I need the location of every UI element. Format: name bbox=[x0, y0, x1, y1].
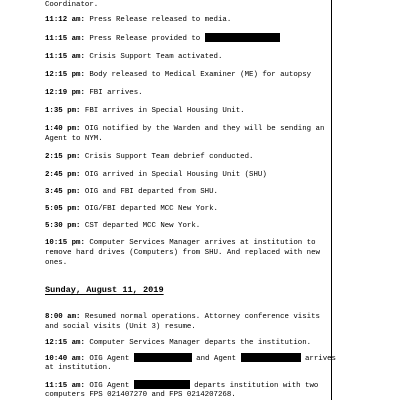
log-entry bbox=[45, 88, 143, 98]
redaction-bar bbox=[134, 380, 190, 389]
entry-time: 2:45 pm: bbox=[45, 171, 81, 179]
entry-text: Crisis Support Team activated. bbox=[84, 53, 223, 61]
entry-time: 5:05 pm: bbox=[45, 205, 81, 213]
log-entry-continuation: Agent to NYM. bbox=[45, 135, 103, 143]
entry-time: 11:15 am: bbox=[45, 382, 85, 390]
entry-text: OIG/FBI departed MCC New York. bbox=[80, 205, 218, 213]
entry-time: 1:35 pm: bbox=[45, 107, 81, 115]
entry-text: OIG and FBI departed from SHU. bbox=[80, 188, 218, 196]
entry-text: OIG notified by the Warden and they will be sending an bbox=[80, 125, 325, 133]
entry-text: Body released to Medical Examiner (ME) for autopsy bbox=[84, 71, 312, 79]
log-entry-continuation: computers FPS 021407270 and FPS 0214207268. bbox=[45, 391, 236, 399]
entry-text: Press Release provided to bbox=[84, 35, 205, 43]
entry-text: FBI arrives. bbox=[84, 89, 143, 97]
log-entry bbox=[45, 238, 316, 248]
log-entry bbox=[45, 338, 311, 348]
log-entry bbox=[45, 52, 222, 62]
entry-time: 10:15 pm: bbox=[45, 239, 85, 247]
log-entry bbox=[45, 15, 231, 25]
redaction-bar bbox=[205, 33, 280, 42]
entry-time: 11:15 am: bbox=[45, 53, 85, 61]
log-entry bbox=[45, 221, 200, 231]
entry-text: OIG arrived in Special Housing Unit (SHU) bbox=[80, 171, 267, 179]
log-entry bbox=[45, 70, 311, 80]
entry-time: 11:12 am: bbox=[45, 16, 85, 24]
entry-time: 5:30 pm: bbox=[45, 222, 81, 230]
intro-text: Coordinator. bbox=[45, 1, 99, 9]
entry-time: 1:40 pm: bbox=[45, 125, 81, 133]
entry-time: 2:15 pm: bbox=[45, 153, 81, 161]
log-entry bbox=[45, 124, 324, 134]
log-entry bbox=[45, 33, 280, 44]
entry-time: 3:45 pm: bbox=[45, 188, 81, 196]
log-entry bbox=[45, 204, 218, 214]
log-entry-continuation: and social visits (Unit 3) resume. bbox=[45, 323, 196, 331]
entry-text: OIG Agent bbox=[84, 355, 134, 363]
log-entry bbox=[45, 187, 218, 197]
entry-text: OIG Agent bbox=[84, 382, 134, 390]
entry-text: FBI arrives in Special Housing Unit. bbox=[80, 107, 245, 115]
margin-line bbox=[331, 0, 332, 400]
log-entry bbox=[45, 106, 245, 116]
entry-time: 12:19 pm: bbox=[45, 89, 85, 97]
entry-time: 11:15 am: bbox=[45, 35, 85, 43]
entry-text: CST departed MCC New York. bbox=[80, 222, 201, 230]
log-entry bbox=[45, 152, 253, 162]
log-entry-continuation: remove hard drives (Computers) from SHU. And replaced with new bbox=[45, 249, 320, 257]
entry-text: Computer Services Manager departs the institution. bbox=[84, 339, 312, 347]
entry-text: Crisis Support Team debrief conducted. bbox=[80, 153, 254, 161]
entry-text: arrives bbox=[300, 355, 336, 363]
entry-text: Resumed normal operations. Attorney conference visits bbox=[80, 313, 320, 321]
entry-text: Computer Services Manager arrives at institution to bbox=[84, 239, 316, 247]
log-entry bbox=[45, 312, 320, 322]
date-heading: Sunday, August 11, 2019 bbox=[45, 285, 164, 295]
log-entry-continuation: at institution. bbox=[45, 364, 112, 372]
entry-time: 12:15 pm: bbox=[45, 71, 85, 79]
entry-time: 8:00 am: bbox=[45, 313, 81, 321]
log-entry bbox=[45, 170, 267, 180]
redaction-bar bbox=[134, 353, 192, 362]
log-entry-continuation: ones. bbox=[45, 259, 68, 267]
entry-time: 10:40 am: bbox=[45, 355, 85, 363]
entry-text: and Agent bbox=[191, 355, 241, 363]
entry-text: Press Release released to media. bbox=[84, 16, 232, 24]
entry-time: 12:15 am: bbox=[45, 339, 85, 347]
entry-text: departs institution with two bbox=[189, 382, 319, 390]
redaction-bar bbox=[241, 353, 301, 362]
